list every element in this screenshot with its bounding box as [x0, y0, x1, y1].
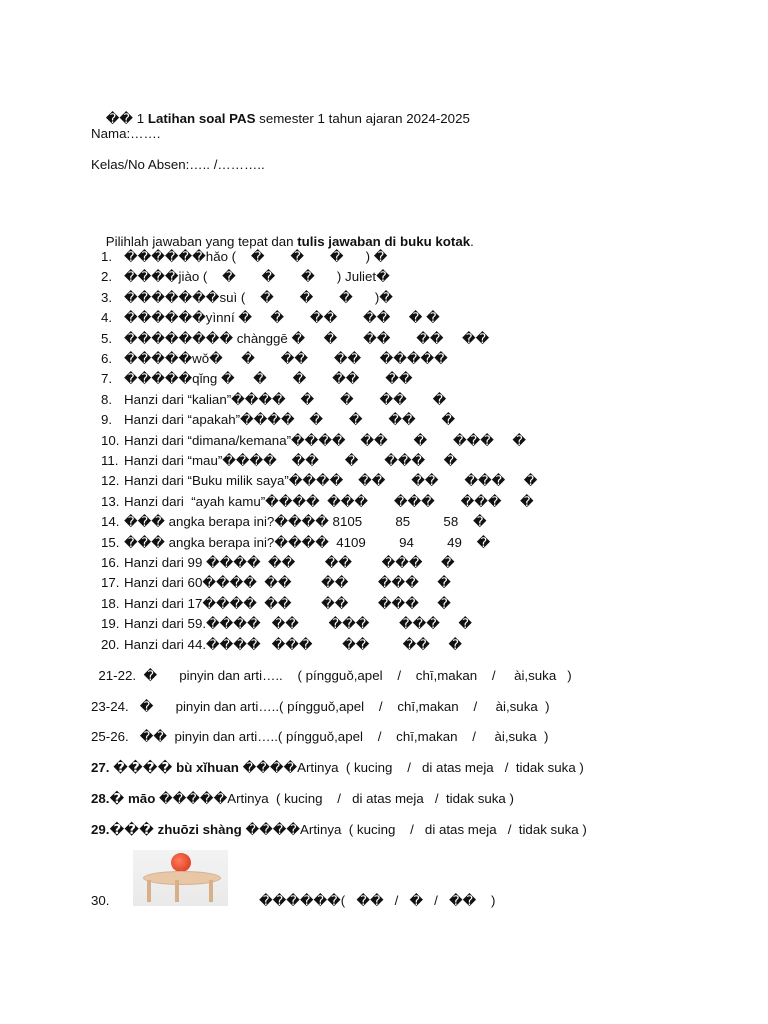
- question-text: ��� angka berapa ini?���� 8105 85 58 �: [124, 514, 487, 529]
- table-leg: [147, 880, 151, 902]
- question-28: [91, 791, 514, 807]
- question-number: 16.: [101, 555, 120, 570]
- question-number: 12.: [101, 473, 120, 488]
- question-text: Hanzi dari “dimana/kemana”���� �� � ��� �: [124, 433, 526, 448]
- question-text: ����jiào ( � � � ) Juliet�: [124, 269, 390, 284]
- question-number: 15.: [101, 535, 120, 550]
- question-text: Hanzi dari 17���� �� �� ��� �: [124, 596, 451, 611]
- table-leg: [209, 880, 213, 902]
- title-prefix: �� 1: [105, 111, 148, 126]
- question-number: 3.: [101, 290, 113, 305]
- question-number: 7.: [101, 371, 113, 386]
- question-29-bold: 29.��� zhuōzi shàng: [91, 822, 246, 837]
- table-leg: [175, 880, 179, 902]
- class-field: Kelas/No Absen:….. /………..: [91, 157, 265, 172]
- table-apple-image: [133, 850, 228, 906]
- question-28-bold: 28.� māo: [91, 791, 160, 806]
- question-text: Hanzi dari “mau”���� �� � ��� �: [124, 453, 458, 468]
- question-text: �������� chànggē � � �� �� ��: [124, 331, 490, 346]
- question-number: 13.: [101, 494, 120, 509]
- question-30-text: ������( �� / � / �� ): [259, 893, 496, 908]
- question-number: 1.: [101, 249, 113, 264]
- question-text: �������suì ( � � � )�: [124, 290, 393, 305]
- question-29: [91, 822, 587, 838]
- question-30-number: 30.: [91, 893, 110, 908]
- question-21-22: 21-22. � pinyin dan arti….. ( píngguǒ,apel / chī,makan / ài,suka ): [91, 668, 572, 683]
- question-number: 5.: [101, 331, 113, 346]
- question-text: Hanzi dari “Buku milik saya”���� �� �� ��� �: [124, 473, 538, 488]
- question-text: Hanzi dari 60���� �� �� ��� �: [124, 575, 451, 590]
- question-29-rest: ����Artinya ( kucing / di atas meja / tidak suka ): [245, 822, 587, 837]
- question-number: 9.: [101, 412, 113, 427]
- question-27: [91, 760, 584, 776]
- question-number: 17.: [101, 575, 120, 590]
- question-28-rest: �����Artinya ( kucing / di atas meja / tidak suka ): [159, 791, 514, 806]
- question-number: 20.: [101, 637, 120, 652]
- question-text: Hanzi dari 99 ���� �� �� ��� �: [124, 555, 455, 570]
- question-number: 19.: [101, 616, 120, 631]
- question-text: Hanzi dari 44.���� ��� �� �� �: [124, 637, 463, 652]
- question-text: ������hǎo ( � � � ) �: [124, 249, 388, 264]
- question-number: 8.: [101, 392, 113, 407]
- question-text: Hanzi dari “ayah kamu”���� ��� ��� ��� �: [124, 494, 534, 509]
- question-number: 4.: [101, 310, 113, 325]
- title-rest: semester 1 tahun ajaran 2024-2025: [255, 111, 470, 126]
- question-23-24: 23-24. � pinyin dan arti…..( píngguǒ,apel / chī,makan / ài,suka ): [91, 699, 550, 714]
- instruction-bold: tulis jawaban di buku kotak: [297, 234, 471, 249]
- question-text: Hanzi dari “kalian”���� � � �� �: [124, 392, 447, 407]
- question-text: �����wǒ� � �� �� �����: [124, 351, 448, 366]
- question-text: �����qǐng � � � �� ��: [124, 371, 413, 386]
- question-text: ��� angka berapa ini?���� 4109 94 49 �: [124, 535, 491, 550]
- question-number: 6.: [101, 351, 113, 366]
- question-number: 14.: [101, 514, 120, 529]
- question-text: ������yìnní � � �� �� � �: [124, 310, 440, 325]
- instruction-end: .: [470, 234, 474, 249]
- question-25-26: 25-26. �� pinyin dan arti…..( píngguǒ,apel / chī,makan / ài,suka ): [91, 729, 549, 744]
- question-27-rest: ����Artinya ( kucing / di atas meja / tidak suka ): [242, 760, 584, 775]
- question-text: Hanzi dari “apakah”���� � � �� �: [124, 412, 456, 427]
- question-number: 18.: [101, 596, 120, 611]
- title-bold: Latihan soal PAS: [147, 111, 256, 126]
- name-field: Nama:…….: [91, 126, 161, 141]
- question-text: Hanzi dari 59.���� �� ��� ��� �: [124, 616, 472, 631]
- question-27-bold: 27. ���� bù xǐhuan: [91, 760, 243, 775]
- question-number: 2.: [101, 269, 113, 284]
- question-number: 11.: [101, 453, 119, 468]
- apple-shape: [171, 853, 191, 872]
- question-number: 10.: [101, 433, 120, 448]
- instruction-text: Pilihlah jawaban yang tepat dan: [105, 234, 298, 249]
